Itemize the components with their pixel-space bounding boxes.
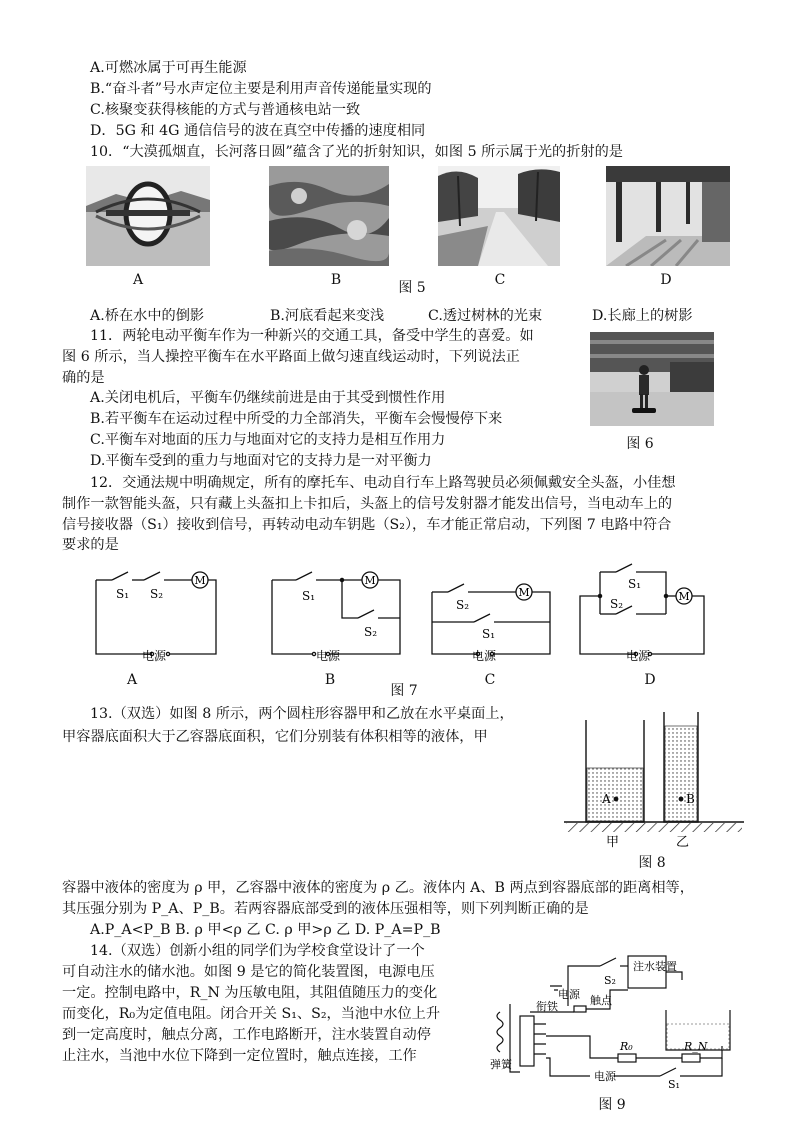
q13-label-jia: 甲 bbox=[606, 835, 620, 850]
q11-option-a: A.关闭电机后，平衡车仍继续前进是由于其受到惯性作用 bbox=[90, 390, 446, 406]
q14-label-spring: 弹簧 bbox=[490, 1058, 512, 1071]
q13-point-b: B bbox=[686, 792, 695, 806]
q12-c-motor: M bbox=[518, 586, 530, 599]
q12-a-s2: S₂ bbox=[150, 587, 164, 601]
q12-line3: 信号接收器（S₁）接收到信号，再转动电动车钥匙（S₂），车才能正常启动，下列图 7 电路中符合 bbox=[62, 517, 672, 533]
q13-line4: 其压强分别为 P_A、P_B。若两容器底部受到的液体压强相等，则下列判断正确的是 bbox=[62, 901, 589, 917]
q10-label-a: A bbox=[132, 272, 144, 288]
q12-d-motor: M bbox=[678, 590, 690, 603]
q9-option-b: B.“奋斗者”号水声定位主要是利用声音传递能量实现的 bbox=[90, 81, 432, 97]
q14-line1: 14.（双选）创新小组的同学们为学校食堂设计了一个 bbox=[90, 943, 425, 959]
q9-option-d: D．5G 和 4G 通信信号的波在真空中传播的速度相同 bbox=[90, 123, 426, 139]
q12-c-power: 电源 bbox=[472, 649, 497, 662]
q11-option-c: C.平衡车对地面的压力与地面对它的支持力是相互作用力 bbox=[90, 432, 446, 448]
q14-label-contact: 触点 bbox=[590, 994, 612, 1007]
q14-label-s1: S₁ bbox=[668, 1078, 680, 1090]
q14-line5: 到一定高度时，触点分离，工作电路断开，注水装置自动停 bbox=[62, 1027, 431, 1043]
q13-line3: 容器中液体的密度为 ρ 甲，乙容器中液体的密度为 ρ 乙。液体内 A、B 两点到容器底部的距离相等， bbox=[62, 880, 694, 896]
q12-c-s2: S₂ bbox=[456, 598, 470, 612]
q12-line4: 要求的是 bbox=[62, 537, 119, 553]
q10-label-b: B bbox=[330, 272, 342, 288]
q14-label-power-top: 电源 bbox=[558, 988, 580, 1001]
q9-option-a: A.可燃冰属于可再生能源 bbox=[90, 60, 247, 76]
q12-b-s1: S₁ bbox=[302, 589, 316, 603]
q10-option-a: A.桥在水中的倒影 bbox=[90, 308, 205, 324]
q10-option-d: D.长廊上的树影 bbox=[592, 308, 693, 324]
q13-figure-caption: 图 8 bbox=[638, 855, 666, 871]
q12-figure-caption: 图 7 bbox=[390, 683, 418, 699]
q14-label-power-bottom: 电源 bbox=[594, 1070, 616, 1083]
q12-label-a: A bbox=[126, 672, 138, 688]
q12-d-power: 电源 bbox=[626, 649, 651, 662]
q12-label-c: C bbox=[484, 672, 496, 688]
q10-photo-d bbox=[606, 166, 730, 270]
q12-circuit-d bbox=[576, 562, 716, 666]
q10-option-b: B.河底看起来变浅 bbox=[270, 308, 385, 324]
q10-photo-b bbox=[269, 166, 389, 270]
q10-stem: 10．“大漠孤烟直，长河落日圆”蕴含了光的折射知识，如图 5 所示属于光的折射的是 bbox=[90, 144, 623, 160]
q9-option-c: C.核聚变获得核能的方式与普通核电站一致 bbox=[90, 102, 361, 118]
q13-point-a: A bbox=[602, 792, 611, 806]
q12-b-s2: S₂ bbox=[364, 625, 378, 639]
q14-label-device: 注水装置 bbox=[633, 960, 677, 973]
q14-line3: 一定。控制电路中，R_N 为压敏电阻，其阻值随压力的变化 bbox=[62, 985, 438, 1001]
q12-d-s1: S₁ bbox=[628, 577, 642, 591]
q11-stem-line2: 图 6 所示，当人操控平衡车在水平路面上做匀速直线运动时，下列说法正 bbox=[62, 349, 520, 365]
q11-photo bbox=[590, 332, 714, 430]
q14-line4: 而变化，R₀为定值电阻。闭合开关 S₁、S₂，当池中水位上升 bbox=[62, 1006, 441, 1022]
q12-c-s1: S₁ bbox=[482, 627, 496, 641]
q13-line1: 13.（双选）如图 8 所示，两个圆柱形容器甲和乙放在水平桌面上， bbox=[90, 706, 514, 722]
q13-options: A.P_A<P_B B. ρ 甲<ρ 乙 C. ρ 甲>ρ 乙 D. P_A=P_B bbox=[90, 922, 441, 938]
q10-photo-a bbox=[86, 166, 210, 270]
q12-line1: 12．交通法规中明确规定，所有的摩托车、电动自行车上路驾驶员必须佩戴安全头盔，小佳想 bbox=[90, 475, 676, 491]
q12-d-s2: S₂ bbox=[610, 597, 624, 611]
q12-label-b: B bbox=[324, 672, 336, 688]
q11-stem-line1: 11．两轮电动平衡车作为一种新兴的交通工具，备受中学生的喜爱。如 bbox=[90, 328, 534, 344]
q10-option-c: C.透过树林的光束 bbox=[428, 308, 543, 324]
q10-photo-c bbox=[438, 166, 560, 270]
q14-label-iron: 衔铁 bbox=[536, 1000, 558, 1013]
q13-figure bbox=[564, 700, 744, 854]
q10-label-c: C bbox=[494, 272, 506, 288]
q12-b-motor: M bbox=[364, 574, 376, 587]
q14-figure-caption: 图 9 bbox=[598, 1097, 626, 1113]
q14-figure bbox=[490, 950, 734, 1094]
q14-label-s2: S₂ bbox=[604, 974, 616, 987]
q11-figure-caption: 图 6 bbox=[626, 436, 654, 452]
q12-b-power: 电源 bbox=[316, 649, 341, 662]
q13-line2: 甲容器底面积大于乙容器底面积，它们分别装有体积相等的液体，甲 bbox=[62, 729, 488, 745]
q11-option-b: B.若平衡车在运动过程中所受的力全部消失，平衡车会慢慢停下来 bbox=[90, 411, 503, 427]
q12-circuit-c bbox=[428, 562, 558, 666]
q12-circuit-b bbox=[268, 562, 408, 666]
q10-figure-caption: 图 5 bbox=[398, 280, 426, 296]
q14-label-rn: R_N bbox=[684, 1040, 708, 1053]
q12-circuit-a bbox=[92, 562, 222, 666]
q13-label-yi: 乙 bbox=[676, 835, 690, 850]
q14-line2: 可自动注水的储水池。如图 9 是它的简化装置图，电源电压 bbox=[62, 964, 435, 980]
q14-line6: 止注水，当池中水位下降到一定位置时，触点连接，工作 bbox=[62, 1048, 417, 1064]
q12-a-motor: M bbox=[194, 574, 206, 587]
q12-line2: 制作一款智能头盔，只有藏上头盔扣上卡扣后，头盔上的信号发射器才能发出信号，当电动车上的 bbox=[62, 496, 673, 512]
q12-label-d: D bbox=[644, 672, 656, 688]
q10-label-d: D bbox=[660, 272, 672, 288]
q12-a-power: 电源 bbox=[142, 649, 167, 662]
q12-a-s1: S₁ bbox=[116, 587, 130, 601]
q14-label-r0: R₀ bbox=[620, 1040, 633, 1053]
q11-option-d: D.平衡车受到的重力与地面对它的支持力是一对平衡力 bbox=[90, 453, 432, 469]
q11-stem-line3: 确的是 bbox=[62, 370, 105, 386]
